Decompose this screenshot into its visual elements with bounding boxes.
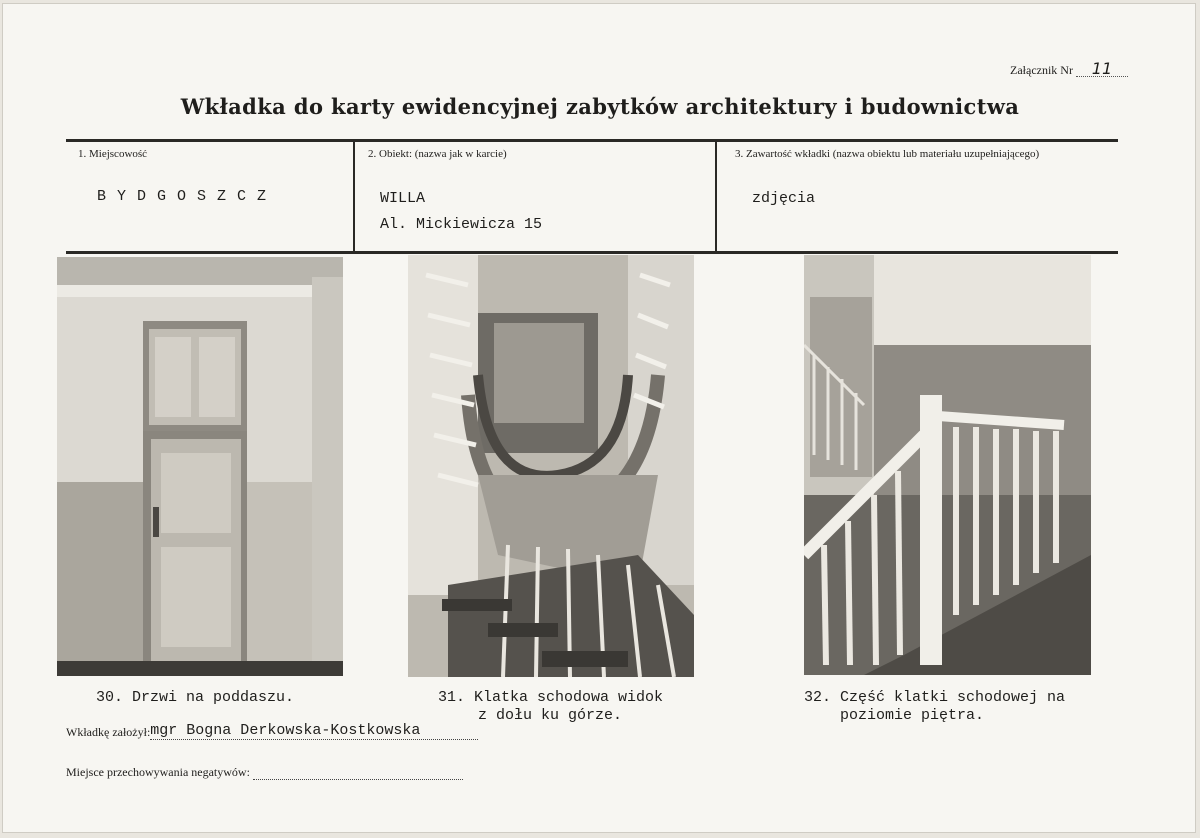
negatives-line xyxy=(66,765,463,780)
field-value-locality: B Y D G O S Z C Z xyxy=(97,188,268,205)
annex-value: 11 xyxy=(1076,62,1128,77)
field-label-contents: 3. Zawartość wkładki (nazwa obiektu lub materiału uzupełniającego) xyxy=(735,148,1040,160)
top-rule xyxy=(66,139,1118,142)
photo-stairwell-upward xyxy=(408,255,694,677)
field-divider-2 xyxy=(715,142,717,252)
photo-caption-2-line2: z dołu ku górze. xyxy=(478,707,623,724)
negatives-value-blank xyxy=(253,767,463,780)
author-label: Wkładkę założył: xyxy=(66,725,151,739)
field-label-object: 2. Obiekt: (nazwa jak w karcie) xyxy=(368,148,507,160)
annex-label: Załącznik Nr xyxy=(1010,63,1073,77)
author-value: mgr Bogna Derkowska-Kostkowska xyxy=(150,722,478,740)
photo-attic-door xyxy=(57,257,343,676)
annex-number xyxy=(1010,59,1128,78)
field-value-object-name: WILLA xyxy=(380,190,426,207)
photo-caption-1: 30. Drzwi na poddaszu. xyxy=(96,689,295,706)
field-label-locality: 1. Miejscowość xyxy=(78,148,148,160)
page-title: Wkładka do karty ewidencyjnej zabytków architektury i budownictwa xyxy=(180,94,1020,119)
field-divider-1 xyxy=(353,142,355,252)
negatives-label: Miejsce przechowywania negatywów: xyxy=(66,765,250,779)
field-value-object-address: Al. Mickiewicza 15 xyxy=(380,216,543,233)
field-value-contents: zdjęcia xyxy=(752,190,816,207)
photo-stair-landing xyxy=(804,255,1091,675)
photo-caption-3-line1: 32. Część klatki schodowej na xyxy=(804,689,1066,706)
photo-caption-3-line2: poziomie piętra. xyxy=(840,707,985,724)
bottom-rule xyxy=(66,251,1118,254)
photo-caption-2-line1: 31. Klatka schodowa widok xyxy=(438,689,664,706)
author-line xyxy=(66,722,478,740)
